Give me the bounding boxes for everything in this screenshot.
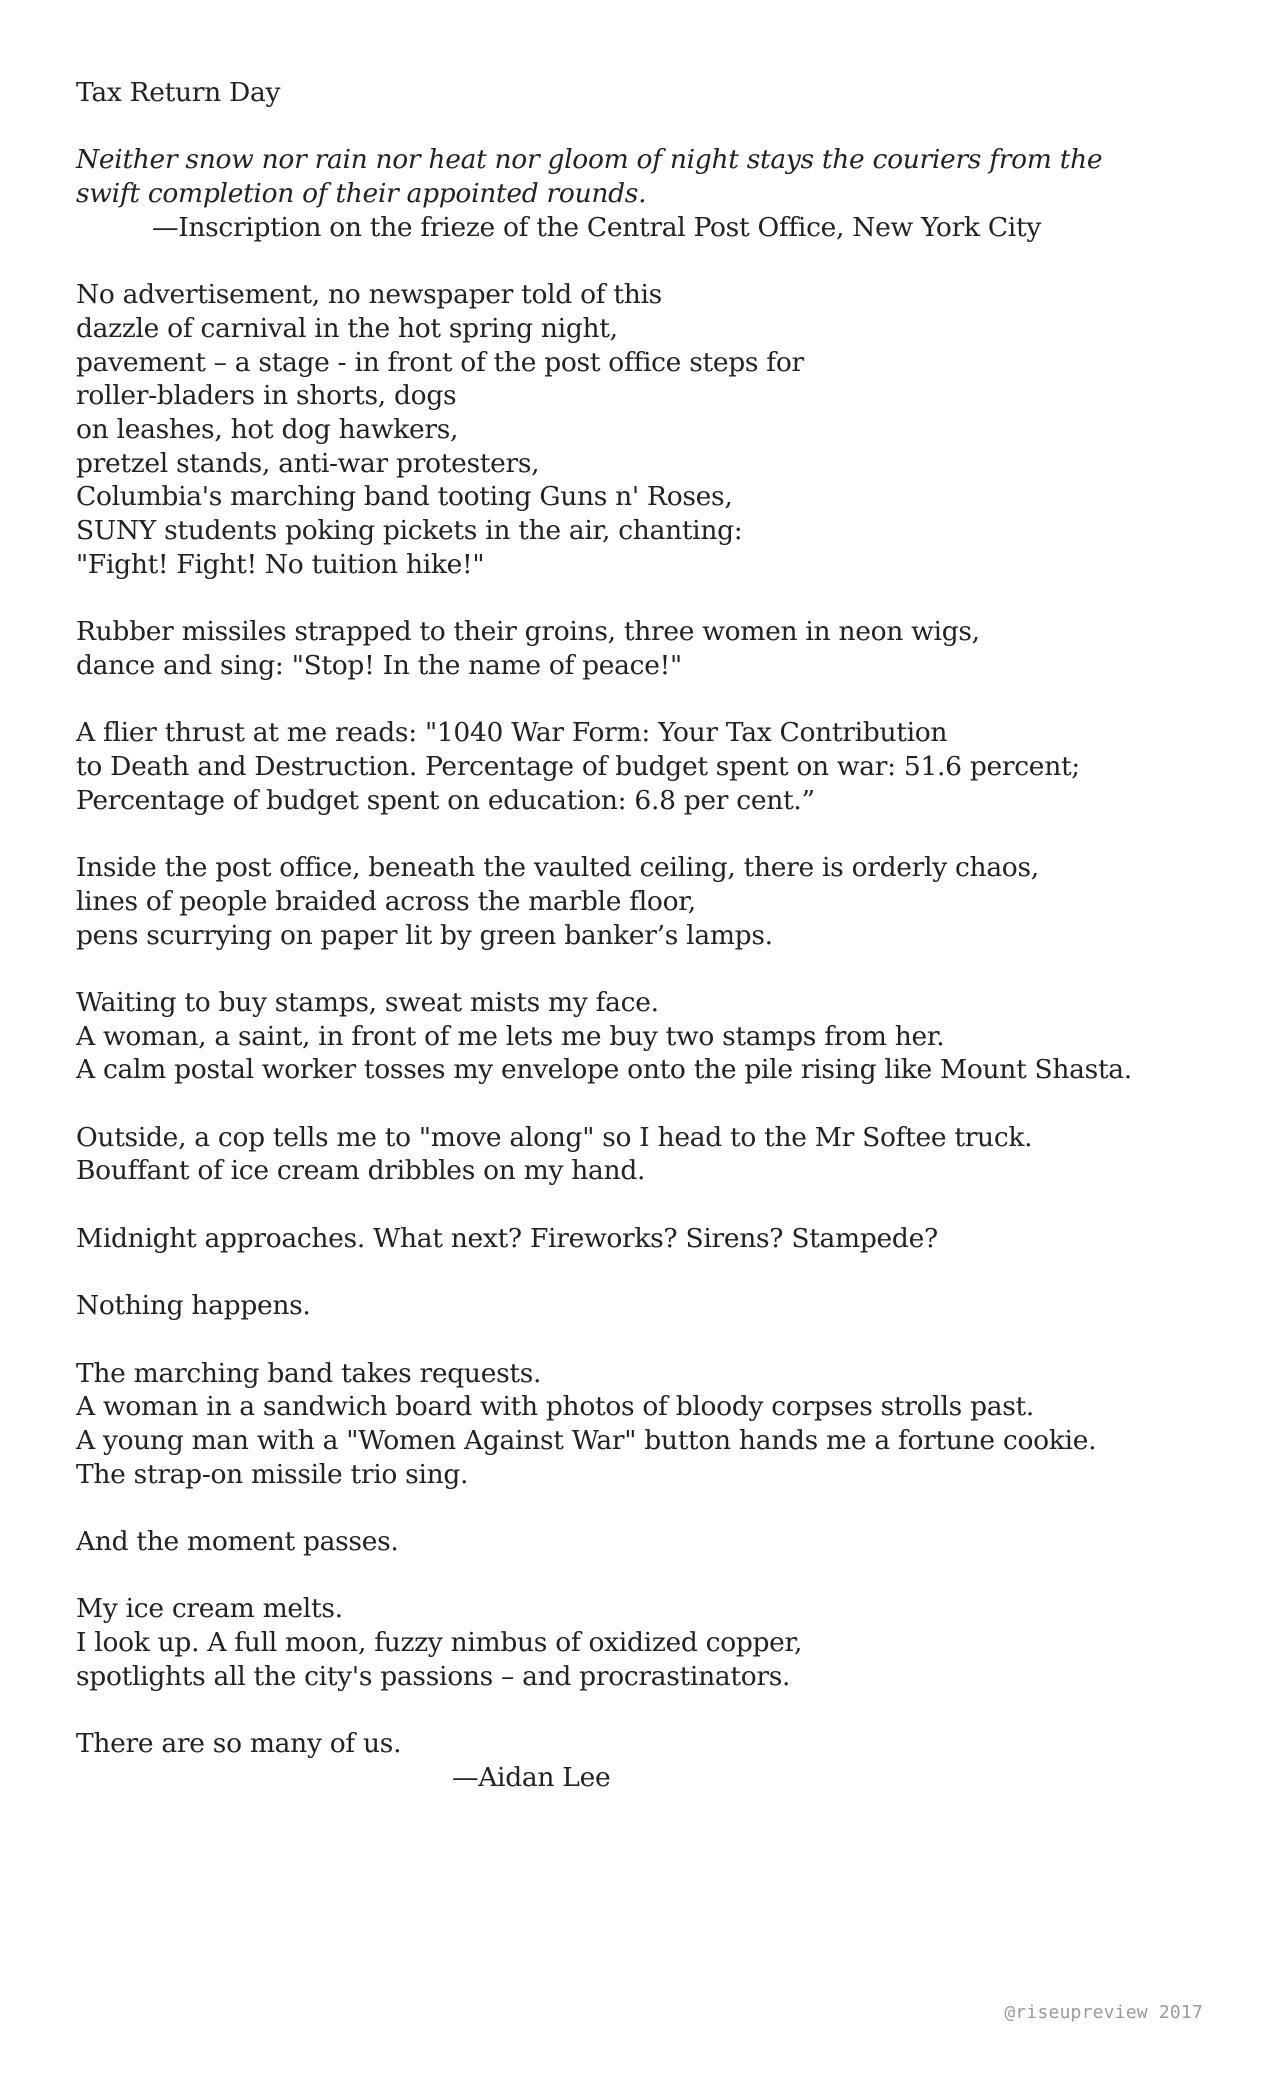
stanza <box>76 1525 1226 1559</box>
poem-line: "Fight! Fight! No tuition hike!" <box>76 548 485 580</box>
poem-line: dazzle of carnival in the hot spring night, <box>76 312 618 344</box>
poem-line: The marching band takes requests. <box>76 1357 542 1389</box>
poem-line: Waiting to buy stamps, sweat mists my face. <box>76 986 659 1018</box>
poem-line: Inside the post office, beneath the vaulted ceiling, there is orderly chaos, <box>76 852 1039 884</box>
poem-line: dance and sing: "Stop! In the name of peace!" <box>76 649 682 681</box>
epigraph-quote <box>76 143 1226 210</box>
poem-page <box>76 76 1226 1795</box>
poem-line: pretzel stands, anti-war protesters, <box>76 447 540 479</box>
poem-line: Percentage of budget spent on education: 6.8 per cent.” <box>76 784 815 816</box>
stanza <box>76 1222 1226 1256</box>
poem-line: Midnight approaches. What next? Fireworks? Sirens? Stampede? <box>76 1222 938 1254</box>
stanza <box>76 1289 1226 1323</box>
epigraph-source: —Inscription on the frieze of the Central Post Office, New York City <box>152 211 1041 243</box>
stanza <box>76 716 1226 817</box>
poem-line: to Death and Destruction. Percentage of budget spent on war: 51.6 percent; <box>76 751 1080 782</box>
copyright-watermark: @riseupreview 2017 <box>1004 2002 1203 2023</box>
poem-line: A woman, a saint, in front of me lets me buy two stamps from her. <box>76 1020 945 1052</box>
poem-line: Nothing happens. <box>76 1290 311 1322</box>
poem-line: There are so many of us. <box>76 1728 402 1760</box>
stanza <box>76 851 1226 952</box>
poem-body <box>76 278 1226 1761</box>
author-signature: —Aidan Lee <box>452 1761 611 1793</box>
poem-line: The strap-on missile trio sing. <box>76 1458 469 1490</box>
stanza <box>76 986 1226 1087</box>
poem-title: Tax Return Day <box>76 77 281 108</box>
stanza <box>76 1121 1226 1188</box>
stanza <box>76 1357 1226 1492</box>
stanza <box>76 1592 1226 1693</box>
poem-line: SUNY students poking pickets in the air, chanting: <box>76 515 743 547</box>
poem-line: Bouffant of ice cream dribbles on my hand. <box>76 1155 646 1187</box>
poem-line: on leashes, hot dog hawkers, <box>76 414 459 445</box>
stanza <box>76 615 1226 682</box>
epigraph-line: swift completion of their appointed rounds. <box>76 178 647 210</box>
poem-line: Rubber missiles strapped to their groins, three women in neon wigs, <box>76 616 980 648</box>
poem-line: I look up. A full moon, fuzzy nimbus of oxidized copper, <box>76 1627 803 1659</box>
poem-line: pens scurrying on paper lit by green banker’s lamps. <box>76 919 773 951</box>
poem-line: Outside, a cop tells me to "move along" so I head to the Mr Softee truck. <box>76 1121 1033 1153</box>
poem-line: A flier thrust at me reads: "1040 War Form: Your Tax Contribution <box>76 717 948 749</box>
poem-line: pavement – a stage - in front of the post office steps for <box>76 346 804 378</box>
poem-line: A woman in a sandwich board with photos of bloody corpses strolls past. <box>76 1391 1035 1423</box>
stanza <box>76 1727 1226 1761</box>
poem-line: lines of people braided across the marble floor, <box>76 885 696 917</box>
poem-line: A young man with a "Women Against War" button hands me a fortune cookie. <box>76 1424 1097 1456</box>
stanza <box>76 278 1226 581</box>
poem-line: roller-bladers in shorts, dogs <box>76 380 457 412</box>
poem-line: A calm postal worker tosses my envelope onto the pile rising like Mount Shasta. <box>76 1054 1132 1086</box>
epigraph-line: Neither snow nor rain nor heat nor gloom of night stays the couriers from the <box>76 144 1103 176</box>
poem-line: And the moment passes. <box>76 1526 399 1558</box>
poem-line: spotlights all the city's passions – and procrastinators. <box>76 1660 791 1692</box>
poem-line: Columbia's marching band tooting Guns n' Roses, <box>76 481 733 513</box>
poem-line: My ice cream melts. <box>76 1593 343 1625</box>
poem-line: No advertisement, no newspaper told of this <box>76 279 662 311</box>
